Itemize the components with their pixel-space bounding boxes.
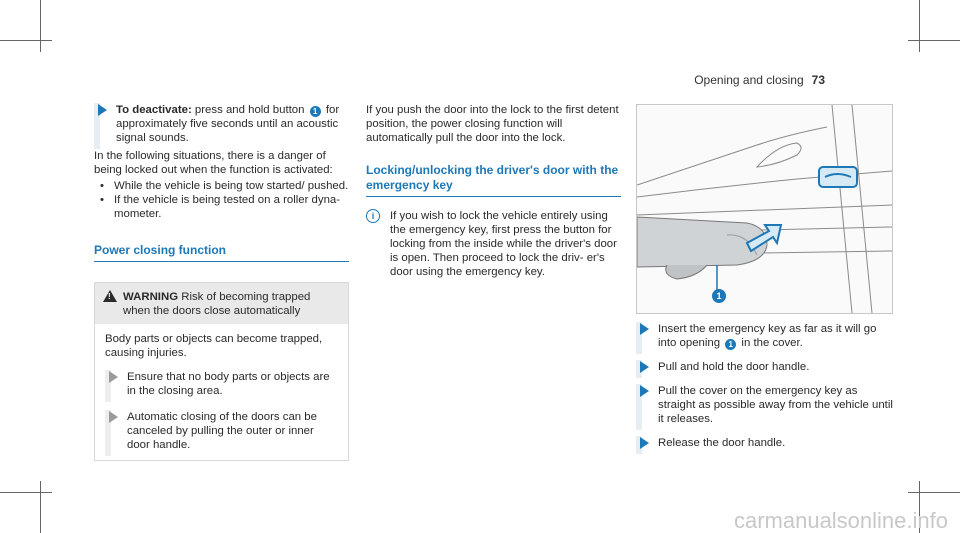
- bullet-item: • While the vehicle is being tow started/ pushed.: [94, 179, 349, 193]
- watermark: carmanualsonline.info: [733, 508, 948, 533]
- warning-label: WARNING: [123, 291, 179, 303]
- crop-mark: [908, 492, 960, 493]
- warning-header: [95, 283, 348, 324]
- step-arrow-icon: [640, 385, 649, 397]
- warning-body: [95, 324, 348, 460]
- callout-1-icon: 1: [310, 106, 321, 117]
- step-text: Pull and hold the door handle.: [658, 361, 810, 373]
- step-release-handle: [636, 436, 894, 450]
- info-note-text: If you wish to lock the vehicle entirely using the emergency key, first press the button for locking from the inside while the driver's door is open. Then proceed to lock the driv- er's door using the emergency key.: [390, 210, 617, 278]
- step-insert-key: [636, 322, 894, 350]
- step-bold: To deactivate:: [116, 104, 192, 116]
- step-text: press and hold button: [194, 104, 305, 116]
- warning-body-text: Body parts or objects can become trapped, causing injuries.: [105, 333, 323, 359]
- crop-mark: [0, 492, 52, 493]
- section-title-power-closing: Power closing function: [94, 243, 349, 262]
- step-pull-cover: [636, 384, 894, 426]
- step-arrow-icon: [640, 361, 649, 373]
- step-text-cont: for approximately five seconds until an acoustic signal sounds.: [116, 104, 340, 144]
- warning-step: [105, 410, 338, 452]
- door-lock-paragraph: If you push the door into the lock to the first detent position, the power closing function will automatically pull the door into the lock.: [366, 104, 619, 144]
- left-column: [94, 103, 349, 461]
- right-column: [636, 322, 894, 460]
- step-arrow-icon: [98, 104, 107, 116]
- step-text: Pull the cover on the emergency key as straight as possible away from the vehicle until it releases.: [658, 385, 893, 425]
- step-arrow-icon: [640, 437, 649, 449]
- step-text-cont: in the cover.: [741, 337, 803, 349]
- crop-mark: [40, 481, 41, 533]
- bullet-list: [94, 179, 349, 221]
- crop-mark: [40, 0, 41, 52]
- crop-mark: [908, 40, 960, 41]
- section-title-emergency-key: Locking/unlocking the driver's door with the emergency key: [366, 163, 621, 197]
- warning-step-text: Ensure that no body parts or objects are in the closing area.: [127, 371, 330, 397]
- step-arrow-icon: [640, 323, 649, 335]
- crop-mark: [919, 0, 920, 52]
- step-text: Release the door handle.: [658, 437, 786, 449]
- car-door-drawing: [637, 105, 892, 313]
- info-icon: i: [366, 209, 380, 223]
- step-arrow-icon: [109, 371, 118, 383]
- info-note: [366, 209, 621, 279]
- warning-step-text: Automatic closing of the doors can be canceled by pulling the outer or inner door handle.: [127, 411, 317, 451]
- middle-column: [366, 103, 621, 279]
- door-handle-illustration: [636, 104, 893, 314]
- section-name: Opening and closing: [694, 73, 804, 87]
- page-number: 73: [811, 73, 825, 87]
- step-arrow-icon: [109, 411, 118, 423]
- callout-1-icon: 1: [712, 289, 726, 303]
- step-text: Insert the emergency key as far as it will go into opening: [658, 323, 877, 349]
- crop-mark: [0, 40, 52, 41]
- warning-head-text: Risk of becoming trapped when the doors close automatically: [123, 291, 311, 317]
- danger-paragraph: In the following situations, there is a danger of being locked out when the function is activated:: [94, 150, 333, 176]
- warning-triangle-icon: [103, 290, 117, 302]
- callout-1-icon: 1: [725, 339, 736, 350]
- step-pull-handle: [636, 360, 894, 374]
- bullet-item: • If the vehicle is being tested on a roller dyna- mometer.: [94, 193, 349, 221]
- page-header: [694, 73, 825, 87]
- step-deactivate: [94, 103, 349, 145]
- warning-step: [105, 370, 338, 398]
- warning-box: [94, 282, 349, 461]
